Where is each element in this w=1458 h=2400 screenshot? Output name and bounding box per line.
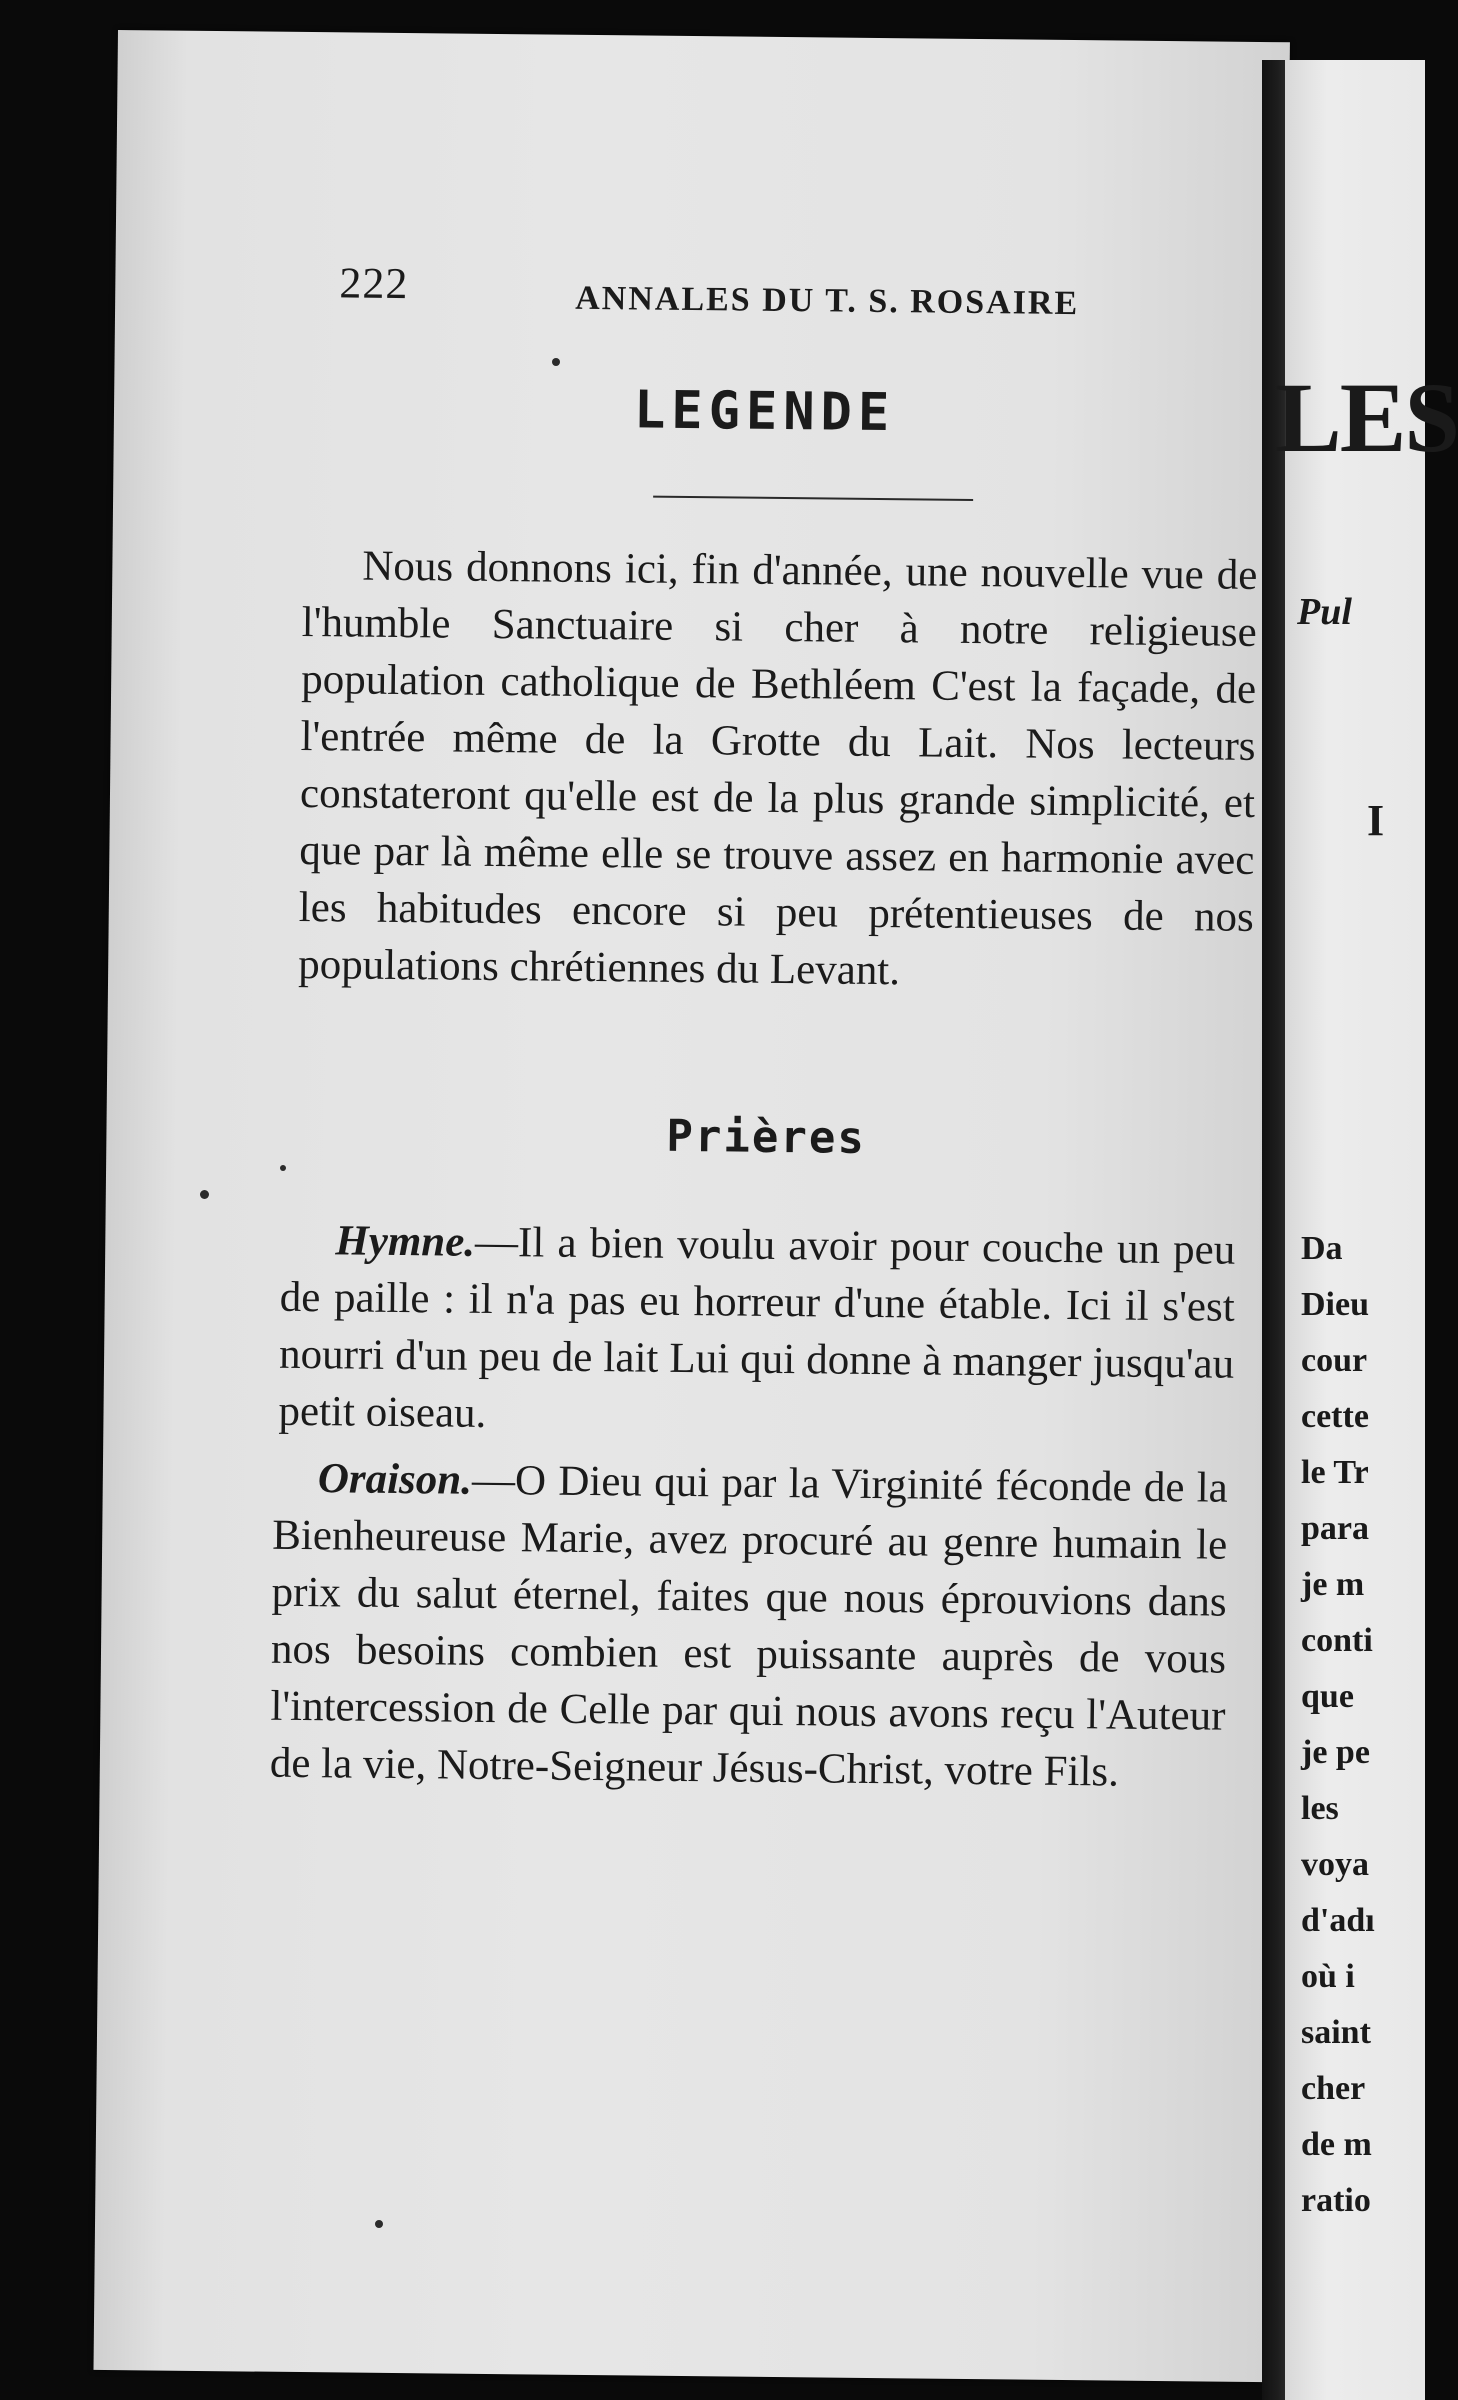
- facing-line: saint: [1301, 2014, 1371, 2051]
- oraison-text: —O Dieu qui par la Virginité féconde de la Bienheureuse Marie, avez procuré au genre humain le prix du salut éternel, faites que nous éprouvions dans nos besoins combien est puissante auprès de vous l'intercession de Celle par qui nous avons reçu l'Auteur de la vie, Notre-Seigneur Jésus-Christ, votre Fils.: [269, 1456, 1229, 1796]
- facing-subtitle-fragment: Pul: [1297, 591, 1352, 633]
- page-number: 222: [339, 258, 409, 309]
- facing-line: je pe: [1301, 1734, 1370, 1771]
- paper-speck: [552, 358, 560, 366]
- facing-line: où i: [1301, 1958, 1355, 1995]
- title-rule: [653, 496, 973, 501]
- facing-line: le Tr: [1301, 1454, 1369, 1491]
- hymne-lead: Hymne.: [335, 1217, 476, 1266]
- oraison-lead: Oraison.: [317, 1455, 473, 1504]
- hymne-paragraph: [278, 1212, 1235, 1450]
- running-header: ANNALES DU T. S. ROSAIRE: [575, 279, 1080, 323]
- section-title: LEGENDE: [633, 380, 896, 444]
- oraison-paragraph: [270, 1450, 1229, 1802]
- paper-speck: [200, 1190, 209, 1199]
- right-facing-page: [1275, 60, 1458, 2400]
- facing-title-fragment: LES: [1275, 362, 1458, 473]
- facing-line: d'adı: [1301, 1902, 1375, 1939]
- intro-paragraph: Nous donnons ici, fin d'année, une nouvelle vue de l'humble Sanctuaire si cher à notre religieuse population catholique de Bethléem C'est la façade, de l'entrée même de la Grotte du Lait. Nos lecteurs constateront qu'elle est de la plus grande simplicité, et que par là même elle se trouve assez en harmonie avec les habitudes encore si peu prétentieuses de nos populations chrétiennes du Levant.: [297, 542, 1258, 995]
- facing-mark: I: [1367, 796, 1385, 845]
- facing-line: Dieu: [1301, 1286, 1369, 1323]
- paper-speck: [280, 1165, 286, 1171]
- paper-speck: [375, 2220, 383, 2228]
- left-page: [93, 30, 1289, 2382]
- facing-line: cher: [1301, 2070, 1366, 2107]
- facing-line: cette: [1301, 1398, 1369, 1435]
- subheading-prieres: Prières: [666, 1110, 867, 1164]
- facing-line: ratio: [1301, 2182, 1371, 2219]
- facing-line: voya: [1301, 1846, 1369, 1883]
- facing-line: les: [1301, 1790, 1339, 1827]
- hymne-text: —Il a bien voulu avoir pour couche un peu de paille : il n'a pas eu horreur d'une étable. Ici il s'est nourri d'un peu de lait Lui qui donne à manger jusqu'au petit oiseau.: [278, 1218, 1236, 1437]
- facing-line: que: [1301, 1678, 1354, 1715]
- facing-line: je m: [1301, 1566, 1365, 1603]
- facing-line: de m: [1301, 2126, 1372, 2163]
- facing-line: para: [1301, 1510, 1369, 1547]
- facing-line: Da: [1301, 1230, 1343, 1267]
- facing-line: cour: [1301, 1342, 1368, 1379]
- facing-line: conti: [1301, 1622, 1373, 1659]
